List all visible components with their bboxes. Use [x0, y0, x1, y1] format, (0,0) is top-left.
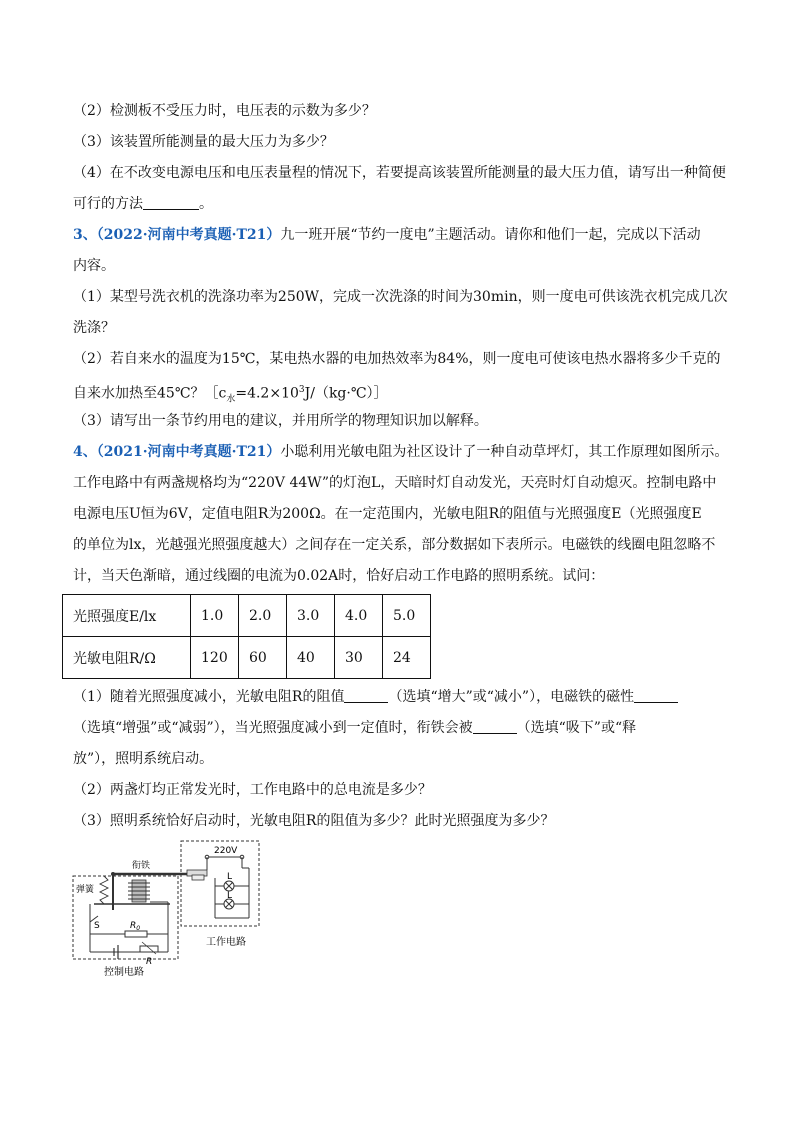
table-cell: 1.0 [191, 595, 239, 637]
formula-mid: =4.2×10 [235, 385, 299, 402]
lamp-label: L [227, 891, 233, 901]
question-4-part-3: （3）照明系统恰好启动时，光敏电阻R的阻值为多少？此时光照强度为多少？ [73, 813, 555, 829]
question-4-part-1-end: 放”），照明系统启动。 [73, 751, 214, 767]
question-4-line-3: 电源电压U恒为6V，定值电阻R为200Ω。在一定范围内，光敏电阻R的阻值与光照强度E（光照强度E [73, 506, 702, 522]
table-cell: 2.0 [239, 595, 287, 637]
question-4-part-1 [73, 687, 678, 707]
lamp-icon [224, 881, 234, 891]
question-3-header [73, 225, 701, 245]
table-cell: 60 [239, 637, 287, 679]
switch-label: S [94, 921, 100, 931]
formula-end: J/（kg·℃）］ [304, 385, 388, 402]
part-1-text-d: （选填“吸下”或“释 [516, 720, 637, 736]
water-subscript: 水 [226, 394, 236, 405]
table-cell: 30 [335, 637, 383, 679]
exponent: 3 [298, 385, 305, 395]
photoresistor-icon [140, 946, 158, 952]
question-4-part-1-continued [73, 718, 636, 738]
table-row-label: 光敏电阻R/Ω [63, 637, 191, 679]
answer-blank[interactable] [634, 688, 678, 703]
part-1-text-c: （选填“增强”或“减弱”），当光照强度减小到一定值时，衔铁会被 [73, 720, 473, 736]
lamp-label: L [227, 872, 233, 882]
question-3-part-1: （1）某型号洗衣机的洗涤功率为250W，完成一次洗涤的时间为30min，则一度电可供该洗衣机完成几次 [73, 289, 728, 305]
question-4-line-2: 工作电路中有两盏规格均为“220V 44W”的灯泡L，天暗时灯自动发光，天亮时灯自动熄灭。控制电路中 [73, 475, 717, 491]
control-circuit-caption: 控制电路 [104, 967, 144, 978]
voltage-label: 220V [214, 846, 238, 856]
question-3-part-3: （3）请写出一条节约用电的建议，并用所学的物理知识加以解释。 [73, 413, 488, 429]
armature-label: 衔铁 [132, 861, 151, 871]
question-2-4-part-2: （2）检测板不受压力时，电压表的示数为多少？ [73, 103, 376, 119]
spring-icon [100, 876, 108, 904]
table-cell: 5.0 [383, 595, 431, 637]
question-2-4-part-4-continued [73, 194, 213, 214]
question-4-intro: 小聪利用光敏电阻为社区设计了一种自动草坪灯，其工作原理如图所示。 [280, 444, 729, 460]
part-1-text-b: （选填“增大”或“减小”），电磁铁的磁性 [388, 689, 635, 705]
formula-start: 自来水加热至45℃？［c [73, 385, 227, 402]
question-4-line-4: 的单位为lx，光越强光照强度越大）之间存在一定关系，部分数据如下表所示。电磁铁的线圈电阻忽略不 [73, 537, 716, 553]
question-3-number: 3、（2022·河南中考真题·T21） [73, 227, 281, 243]
table-row [63, 637, 431, 679]
work-circuit-caption: 工作电路 [206, 937, 246, 948]
answer-blank[interactable] [143, 195, 199, 210]
period: 。 [199, 196, 213, 212]
table-cell: 24 [383, 637, 431, 679]
part-1-text-a: （1）随着光照强度减小，光敏电阻R的阻值 [73, 689, 345, 705]
circuit-diagram [70, 838, 270, 978]
r-label: R [146, 957, 153, 967]
answer-blank[interactable] [344, 688, 388, 703]
contact-block [192, 875, 204, 880]
question-2-4-part-3: （3）该装置所能测量的最大压力为多少？ [73, 134, 334, 150]
question-3-intro-continued: 内容。 [73, 258, 115, 274]
r0-label: $R_0$ [130, 921, 141, 932]
method-prompt: 可行的方法 [73, 196, 143, 212]
spring-label: 弹簧 [76, 885, 95, 895]
question-4-part-2: （2）两盏灯均正常发光时，工作电路中的总电流是多少？ [73, 782, 432, 798]
table-row-label: 光照强度E/lx [63, 595, 191, 637]
question-3-part-1-continued: 洗涤？ [73, 320, 115, 336]
table-cell: 3.0 [287, 595, 335, 637]
table-cell: 4.0 [335, 595, 383, 637]
data-table [62, 594, 431, 679]
table-cell: 120 [191, 637, 239, 679]
question-4-line-5: 计，当天色渐暗，通过线圈的电流为0.02A时，恰好启动工作电路的照明系统。试问： [73, 568, 605, 584]
question-4-header [73, 442, 728, 462]
table-cell: 40 [287, 637, 335, 679]
answer-blank[interactable] [473, 719, 517, 734]
question-3-part-2-continued [73, 380, 388, 409]
table-row [63, 595, 431, 637]
question-3-part-2: （2）若自来水的温度为15℃，某电热水器的电加热效率为84%，则一度电可使该电热水器将多少千克的 [73, 351, 721, 367]
question-2-4-part-4: （4）在不改变电源电压和电压表量程的情况下，若要提高该装置所能测量的最大压力值，请写出一种简便 [73, 165, 726, 181]
question-3-intro: 九一班开展“节约一度电”主题活动。请你和他们一起，完成以下活动 [280, 227, 701, 243]
question-4-number: 4、（2021·河南中考真题·T21） [73, 444, 281, 460]
